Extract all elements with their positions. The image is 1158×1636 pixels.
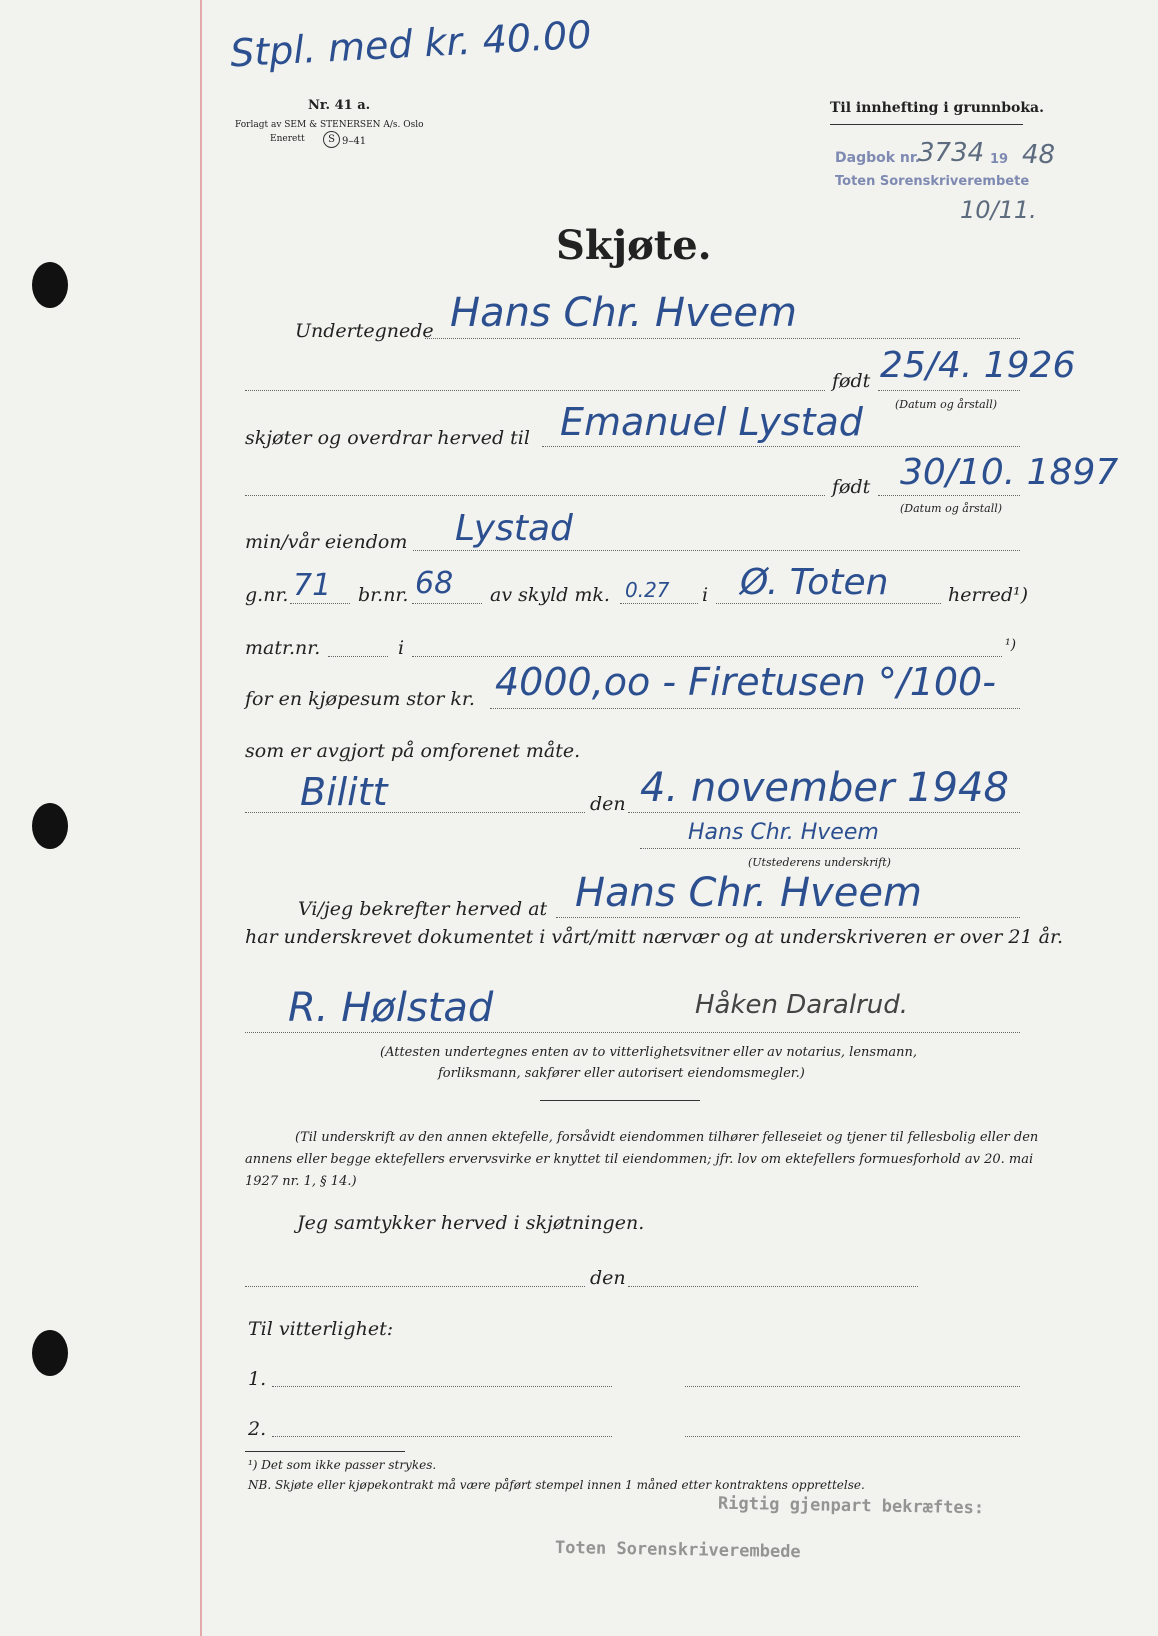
gnr-label: g.nr.: [245, 584, 289, 606]
spouse-note-2: annens eller begge ektefellers ervervsvirke er knyttet til eiendommen; jfr. lov om ektefellers formuesforhold av 20. mai: [245, 1152, 1034, 1167]
transfer-label: skjøter og overdrar herved til: [245, 427, 530, 449]
seller-birth-date: 25/4. 1926: [880, 345, 1076, 386]
skyld-value: 0.27: [625, 578, 670, 602]
avgjort-label: som er avgjort på omforenet måte.: [245, 740, 581, 762]
purchase-price: 4000,oo - Firetusen °/100-: [495, 660, 996, 704]
witness-row-2-line-right: [685, 1436, 1020, 1437]
publisher-enerett: Enerett: [270, 134, 305, 144]
undertegnede-label: Undertegnede: [295, 320, 434, 342]
herred-i-label: i: [702, 584, 709, 606]
herred-label: herred¹): [948, 584, 1029, 606]
skyld-label: av skyld mk.: [490, 584, 610, 606]
brnr-value: 68: [415, 566, 454, 601]
confirm-name: Hans Chr. Hveem: [575, 870, 922, 916]
publisher-line: Forlagt av SEM & STENERSEN A/s. Oslo: [235, 120, 424, 130]
witness-row-1-line-right: [685, 1386, 1020, 1387]
property-label: min/vår eiendom: [245, 531, 408, 553]
seller-extra-line: [245, 390, 825, 391]
property-name: Lystad: [455, 508, 573, 549]
date-den-label: den: [590, 793, 626, 815]
place-line: [245, 812, 585, 813]
confirm-text: har underskrevet dokumentet i vårt/mitt nærvær og at underskriveren er over 21 år.: [245, 926, 1063, 948]
buyer-birth-date: 30/10. 1897: [900, 452, 1119, 493]
seller-signature: Hans Chr. Hveem: [688, 820, 879, 845]
confirm-name-line: [556, 917, 1020, 918]
buyer-birth-line: [878, 495, 1020, 496]
seller-fodt-label: født: [832, 370, 871, 392]
kjopesum-label: for en kjøpesum stor kr.: [245, 688, 475, 710]
punch-hole: [32, 803, 68, 849]
register-note-underline: [830, 124, 1023, 125]
herred-line: [716, 603, 941, 604]
matr-footnote: ¹): [1005, 637, 1017, 653]
utsteder-hint: (Utstederens underskrift): [748, 856, 891, 869]
consent-text: Jeg samtykker herved i skjøtningen.: [297, 1212, 645, 1234]
signing-date: 4. november 1948: [640, 765, 1009, 811]
consent-date-line: [628, 1286, 918, 1287]
dagbok-year-prefix: 19: [990, 152, 1009, 167]
footnote-divider: [245, 1451, 405, 1452]
attest-note-2: forliksmann, sakfører eller autorisert eiendomsmegler.): [438, 1066, 805, 1081]
matr-place-line: [412, 656, 1002, 657]
seller-datum-hint: (Datum og årstall): [895, 398, 998, 411]
witness-row-1-label: 1.: [248, 1368, 267, 1390]
dagbok-year: 48: [1022, 140, 1056, 170]
witness-signature-2: Håken Daralrud.: [695, 990, 909, 1020]
dagbok-number: 3734: [918, 138, 985, 168]
register-note: Til innhefting i grunnboka.: [830, 100, 1045, 116]
document-title: Skjøte.: [556, 222, 712, 269]
property-line: [413, 550, 1020, 551]
kjopesum-line: [490, 708, 1020, 709]
margin-line: [200, 0, 202, 1636]
herred-value: Ø. Toten: [740, 562, 889, 603]
punch-hole: [32, 1330, 68, 1376]
consent-place-line: [245, 1286, 585, 1287]
witness-row-1-line-left: [272, 1386, 612, 1387]
footnote-1: ¹) Det som ikke passer strykes.: [248, 1458, 437, 1472]
spouse-note-1: (Til underskrift av den annen ektefelle, forsåvidt eiendommen tilhører felleseiet og tjener til fellesbolig eller den: [295, 1130, 1039, 1145]
matr-i-label: i: [398, 637, 405, 659]
matr-line: [328, 656, 388, 657]
punch-hole: [32, 262, 68, 308]
gnr-value: 71: [293, 568, 332, 603]
buyer-fodt-label: født: [832, 476, 871, 498]
vitterlighet-label: Til vitterlighet:: [248, 1318, 394, 1340]
buyer-name: Emanuel Lystad: [560, 400, 863, 444]
spouse-note-3: 1927 nr. 1, § 14.): [245, 1174, 357, 1189]
buyer-name-line: [542, 446, 1020, 447]
buyer-datum-hint: (Datum og årstall): [900, 502, 1003, 515]
signing-place: Bilitt: [300, 770, 388, 814]
gnr-line: [290, 603, 350, 604]
witness-line: [245, 1032, 1020, 1033]
attest-note-1: (Attesten undertegnes enten av to vitterlighetsvitner eller av notarius, lensmann,: [380, 1045, 918, 1060]
seller-name: Hans Chr. Hveem: [450, 290, 797, 336]
copy-confirmed-stamp: Rigtig gjenpart bekræftes:: [717, 1493, 985, 1519]
brnr-line: [412, 603, 482, 604]
brnr-label: br.nr.: [358, 584, 409, 606]
copyright-logo: S: [323, 131, 340, 148]
dagbok-stamp-label: Dagbok nr.: [835, 150, 921, 166]
date-line: [628, 812, 1020, 813]
witness-row-2-label: 2.: [248, 1418, 267, 1440]
stamp-fee-note: Stpl. med kr. 40.00: [229, 12, 593, 76]
witness-signature-1: R. Hølstad: [288, 985, 494, 1031]
section-divider: [540, 1100, 700, 1101]
footnote-nb: NB. Skjøte eller kjøpekontrakt må være påført stempel innen 1 måned etter kontraktens opprettelse.: [248, 1478, 865, 1492]
witness-row-2-line-left: [272, 1436, 612, 1437]
skyld-line: [620, 603, 698, 604]
bekrefter-label: Vi/jeg bekrefter herved at: [298, 898, 548, 920]
registry-office-bottom-stamp: Toten Sorenskriverembede: [554, 1537, 801, 1563]
form-number: Nr. 41 a.: [308, 98, 371, 113]
seller-name-line: [425, 338, 1020, 339]
matr-label: matr.nr.: [245, 637, 321, 659]
registration-date: 10/11.: [960, 196, 1037, 224]
signature-line: [640, 848, 1020, 849]
consent-den-label: den: [590, 1267, 626, 1289]
publisher-code: 9–41: [342, 136, 367, 147]
buyer-extra-line: [245, 495, 825, 496]
registry-office-stamp: Toten Sorenskriverembete: [835, 174, 1030, 189]
seller-birth-line: [878, 390, 1020, 391]
